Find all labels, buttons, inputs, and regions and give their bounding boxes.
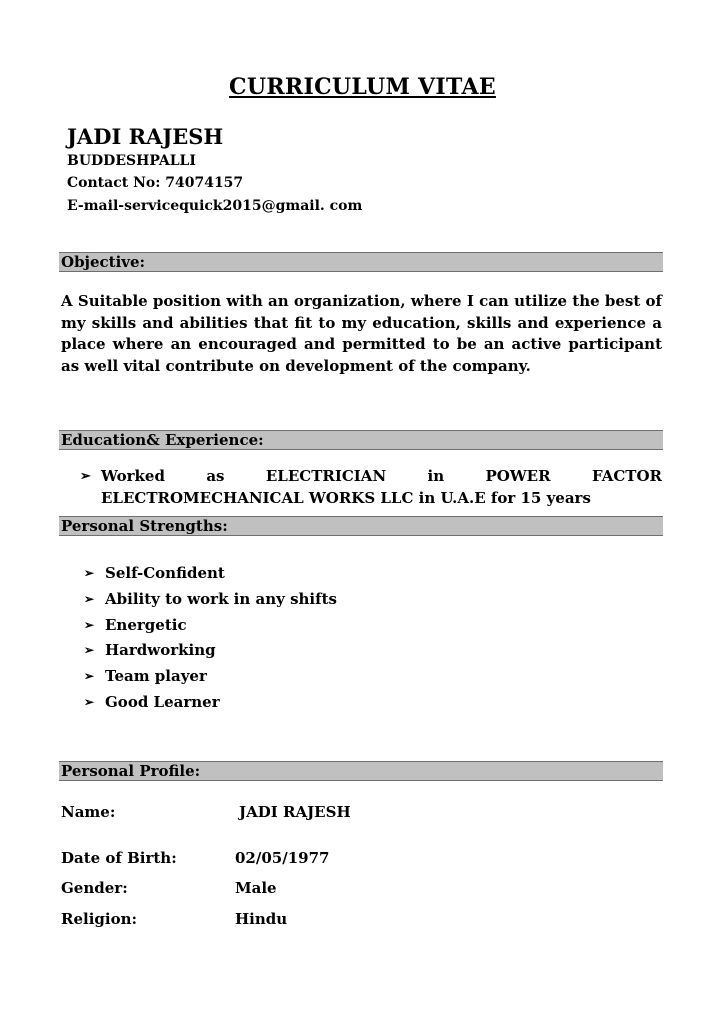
arrow-bullet-icon: ➢ — [84, 591, 95, 606]
profile-row-religion — [61, 910, 288, 928]
email: E-mail-servicequick2015@gmail. com — [67, 198, 363, 214]
profile-row-dob — [61, 849, 330, 867]
list-item: ➢ Ability to work in any shifts — [84, 589, 337, 608]
profile-row-gender — [61, 879, 277, 897]
section-title: Objective: — [61, 253, 146, 271]
profile-label: Name: — [61, 803, 116, 821]
section-title: Education& Experience: — [61, 431, 264, 449]
profile-value: JADI RAJESH — [239, 803, 351, 821]
profile-label: Religion: — [61, 910, 138, 928]
applicant-name: JADI RAJESH — [67, 124, 224, 149]
profile-label: Date of Birth: — [61, 849, 177, 867]
arrow-bullet-icon: ➢ — [84, 694, 95, 709]
list-item: ➢ Hardworking — [84, 641, 216, 660]
arrow-bullet-icon: ➢ — [84, 669, 95, 684]
arrow-bullet-icon: ➢ — [84, 566, 95, 580]
section-title: Personal Profile: — [61, 762, 201, 780]
objective-text: A Suitable position with an organization, where I can utilize the best of my skills and abilities that fit to my education, skills and experience a place where an encouraged and permitted to be an active participant as well vital contribute on development of the company. — [61, 292, 662, 375]
section-title: Personal Strengths: — [61, 517, 228, 535]
arrow-bullet-icon: ➢ — [84, 617, 95, 632]
list-item: ➢ Good Learner — [84, 692, 220, 711]
list-item: ➢ Team player — [84, 667, 207, 686]
arrow-bullet-icon: ➢ — [84, 643, 95, 658]
profile-section-header — [59, 761, 663, 781]
document-title: CURRICULUM VITAE — [229, 74, 496, 100]
arrow-bullet-icon: ➢ — [80, 469, 91, 484]
strengths-section-header — [59, 516, 663, 536]
list-item: ➢ Self-Confident — [84, 564, 225, 582]
profile-label: Gender: — [61, 879, 128, 897]
list-item: ➢ Energetic — [84, 615, 187, 634]
education-section-header — [59, 430, 663, 450]
objective-section-header — [59, 252, 663, 272]
profile-row-name — [61, 803, 351, 821]
strengths-list — [84, 562, 337, 717]
profile-value: Hindu — [235, 910, 288, 928]
experience-line-1: Worked as ELECTRICIAN in POWER FACTOR — [101, 467, 662, 485]
profile-value: Male — [235, 879, 277, 897]
experience-line-2: ELECTROMECHANICAL WORKS LLC in U.A.E for 15 years — [101, 488, 591, 507]
profile-value: 02/05/1977 — [235, 849, 330, 867]
contact-number: Contact No: 74074157 — [67, 175, 244, 191]
address: BUDDESHPALLI — [67, 153, 196, 169]
